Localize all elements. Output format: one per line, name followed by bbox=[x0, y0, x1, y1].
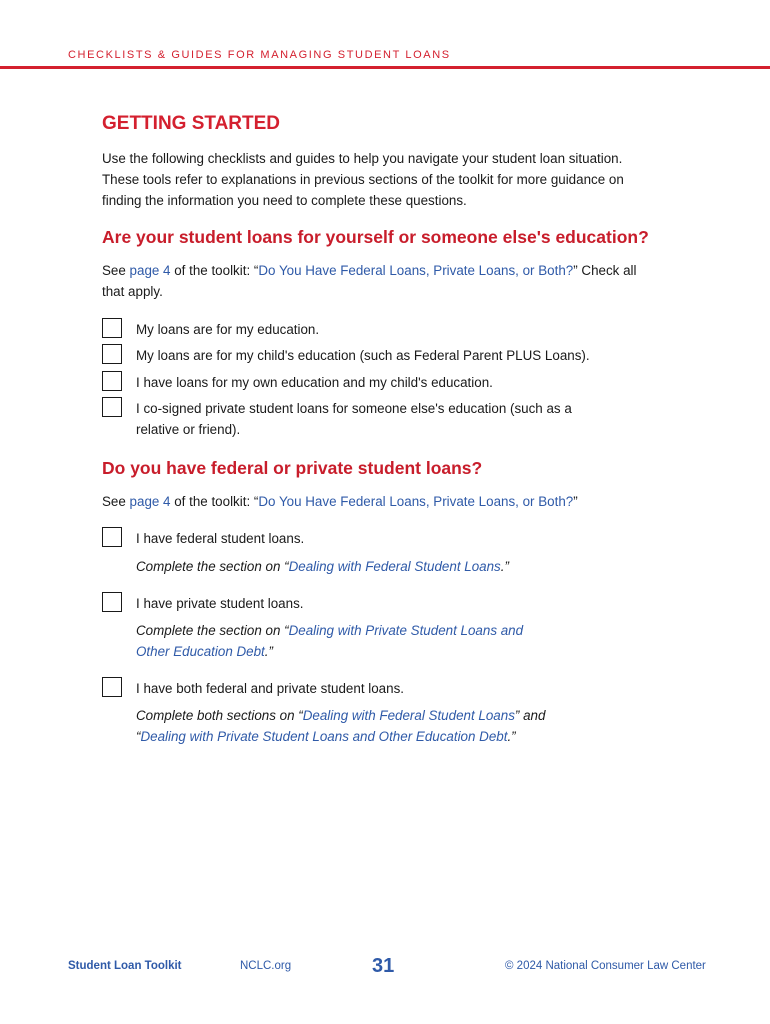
see-reference bbox=[102, 491, 682, 512]
section-heading-whose-loans: Are your student loans for yourself or someone else's education? bbox=[102, 227, 649, 247]
section-link[interactable]: Other Education Debt bbox=[136, 644, 265, 659]
checkbox[interactable] bbox=[102, 592, 122, 612]
see-mid: of the toolkit: “ bbox=[170, 263, 259, 278]
note-suffix: .” bbox=[264, 644, 273, 659]
toolkit-section-link[interactable]: Do You Have Federal Loans, Private Loans, or Both? bbox=[258, 263, 574, 278]
note-mid: ” and bbox=[514, 708, 546, 723]
checkbox[interactable] bbox=[102, 677, 122, 697]
instruction-note bbox=[136, 620, 596, 662]
section-link[interactable]: Dealing with Federal Student Loans bbox=[302, 708, 515, 723]
footer-site-link[interactable]: NCLC.org bbox=[240, 960, 292, 972]
toolkit-section-link[interactable]: Do You Have Federal Loans, Private Loans, or Both? bbox=[258, 494, 574, 509]
see-line2: that apply. bbox=[102, 284, 163, 299]
section-link[interactable]: Dealing with Private Student Loans and bbox=[288, 623, 524, 638]
checkbox-label: I have both federal and private student loans. bbox=[136, 681, 404, 696]
note-suffix: .” bbox=[507, 729, 516, 744]
note-prefix: Complete both sections on “ bbox=[136, 708, 303, 723]
footer-copyright: © 2024 National Consumer Law Center bbox=[505, 960, 706, 972]
note-prefix: Complete the section on “ bbox=[136, 623, 289, 638]
running-header: CHECKLISTS & GUIDES FOR MANAGING STUDENT LOANS bbox=[68, 49, 451, 61]
label-line: I co-signed private student loans for someone else's education (such as a bbox=[136, 401, 572, 416]
footer-brand: Student Loan Toolkit bbox=[68, 960, 182, 972]
page-link[interactable]: page 4 bbox=[129, 263, 171, 278]
note-prefix: Complete the section on “ bbox=[136, 559, 289, 574]
see-prefix: See bbox=[102, 494, 130, 509]
checkbox-label: I have private student loans. bbox=[136, 596, 304, 611]
note-prefix: “ bbox=[136, 729, 141, 744]
checkbox[interactable] bbox=[102, 344, 122, 364]
intro-line: These tools refer to explanations in previous sections of the toolkit for more guidance on bbox=[102, 172, 624, 187]
see-suffix: ” bbox=[573, 494, 578, 509]
checkbox-label: My loans are for my education. bbox=[136, 322, 320, 337]
checkbox-label: I have loans for my own education and my child's education. bbox=[136, 375, 493, 390]
checkbox[interactable] bbox=[102, 397, 122, 417]
see-reference bbox=[102, 260, 682, 302]
checkbox-label: I have federal student loans. bbox=[136, 531, 305, 546]
intro-paragraph bbox=[102, 148, 682, 211]
note-suffix: .” bbox=[500, 559, 509, 574]
instruction-note bbox=[136, 556, 596, 577]
see-suffix: ” Check all bbox=[573, 263, 637, 278]
section-link[interactable]: Dealing with Federal Student Loans bbox=[288, 559, 501, 574]
checkbox[interactable] bbox=[102, 318, 122, 338]
see-prefix: See bbox=[102, 263, 130, 278]
see-mid: of the toolkit: “ bbox=[170, 494, 259, 509]
intro-line: finding the information you need to complete these questions. bbox=[102, 193, 467, 208]
checkbox-label bbox=[136, 398, 626, 440]
checkbox[interactable] bbox=[102, 527, 122, 547]
header-rule bbox=[0, 66, 770, 69]
checkbox[interactable] bbox=[102, 371, 122, 391]
checkbox-label: My loans are for my child's education (such as Federal Parent PLUS Loans). bbox=[136, 348, 590, 363]
intro-line: Use the following checklists and guides to help you navigate your student loan situation. bbox=[102, 151, 623, 166]
section-heading-loan-type: Do you have federal or private student loans? bbox=[102, 458, 483, 478]
page-number: 31 bbox=[372, 955, 395, 977]
page-link[interactable]: page 4 bbox=[129, 494, 171, 509]
page-title: GETTING STARTED bbox=[102, 113, 281, 134]
label-line: relative or friend). bbox=[136, 422, 241, 437]
instruction-note bbox=[136, 705, 596, 747]
section-link[interactable]: Dealing with Private Student Loans and Other Education Debt bbox=[140, 729, 508, 744]
